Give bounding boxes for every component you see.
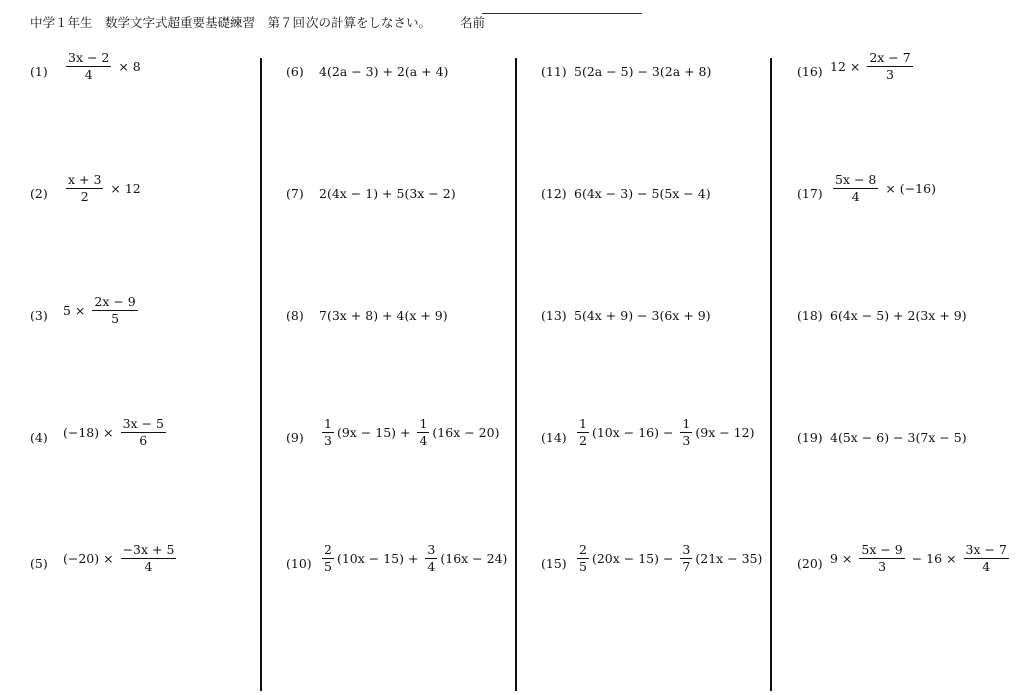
- column-divider: [515, 58, 517, 691]
- problem-number: (7): [286, 186, 304, 201]
- problem-number: (13): [541, 308, 567, 323]
- problem-expression: [319, 543, 507, 575]
- fraction-denominator: 3: [878, 559, 887, 575]
- fraction: [66, 51, 111, 83]
- expression-text: (20x − 15) −: [591, 551, 678, 567]
- problem-expression: [319, 186, 456, 201]
- fraction-numerator: 5x − 9: [859, 543, 904, 559]
- problem-number: (11): [541, 64, 567, 79]
- fraction-denominator: 4: [144, 559, 153, 575]
- expression-text: 6(4x − 5) + 2(3x + 9): [830, 308, 967, 323]
- fraction-denominator: 5: [579, 559, 587, 575]
- problem-expression: [574, 417, 754, 449]
- problem-expression: [63, 295, 141, 327]
- problem-expression: [319, 64, 448, 79]
- worksheet-header: [30, 13, 990, 33]
- expression-text: (16x − 24): [440, 551, 508, 567]
- problem-number: (8): [286, 308, 304, 323]
- fraction: [425, 543, 437, 575]
- problem-expression: [63, 51, 141, 83]
- problem-expression: [319, 417, 499, 449]
- expression-text: 5 ×: [63, 303, 90, 319]
- fraction-denominator: 6: [139, 433, 148, 449]
- fraction: [92, 295, 137, 327]
- problem-number: (2): [30, 186, 48, 201]
- fraction-numerator: 2x − 7: [867, 51, 912, 67]
- problem-number: (17): [797, 186, 823, 201]
- fraction: [322, 543, 334, 575]
- expression-text: (9x − 12): [695, 425, 755, 441]
- fraction: [66, 173, 103, 205]
- problem-expression: [574, 186, 711, 201]
- fraction-numerator: 1: [680, 417, 692, 433]
- expression-text: × (−16): [881, 181, 936, 197]
- problem-number: (10): [286, 556, 312, 571]
- problem-number: (19): [797, 430, 823, 445]
- expression-text: (−20) ×: [63, 551, 118, 567]
- problem-number: (15): [541, 556, 567, 571]
- problem-number: (6): [286, 64, 304, 79]
- fraction-denominator: 2: [80, 189, 89, 205]
- fraction-numerator: x + 3: [66, 173, 103, 189]
- expression-text: (10x − 15) +: [336, 551, 423, 567]
- fraction: [680, 543, 692, 575]
- fraction-numerator: 1: [577, 417, 589, 433]
- expression-text: × 12: [106, 181, 141, 197]
- fraction-numerator: 1: [322, 417, 334, 433]
- problem-number: (1): [30, 64, 48, 79]
- fraction-numerator: 3x − 5: [121, 417, 166, 433]
- fraction-denominator: 2: [579, 433, 587, 449]
- fraction-denominator: 4: [851, 189, 860, 205]
- fraction-denominator: 5: [324, 559, 332, 575]
- fraction: [859, 543, 904, 575]
- problem-number: (12): [541, 186, 567, 201]
- problem-expression: [830, 308, 967, 323]
- problem-expression: [830, 51, 916, 83]
- fraction-denominator: 4: [427, 559, 436, 575]
- fraction: [121, 543, 177, 575]
- problem-expression: [574, 308, 711, 323]
- problem-expression: [319, 308, 448, 323]
- fraction: [680, 417, 692, 449]
- fraction-numerator: 3: [680, 543, 692, 559]
- expression-text: 5(2a − 5) − 3(2a + 8): [574, 64, 712, 79]
- instruction-text: 次の計算をしなさい。: [306, 15, 432, 30]
- expression-text: (10x − 16) −: [591, 425, 678, 441]
- problem-expression: [574, 543, 762, 575]
- problem-number: (16): [797, 64, 823, 79]
- fraction: [121, 417, 166, 449]
- problem-number: (14): [541, 430, 567, 445]
- fraction-denominator: 3: [886, 67, 894, 83]
- problem-number: (3): [30, 308, 48, 323]
- fraction-denominator: 5: [111, 311, 120, 327]
- expression-text: 2(4x − 1) + 5(3x − 2): [319, 186, 456, 201]
- fraction-numerator: −3x + 5: [121, 543, 177, 559]
- fraction-numerator: 3: [425, 543, 437, 559]
- expression-text: 4(5x − 6) − 3(7x − 5): [830, 430, 967, 445]
- expression-text: 7(3x + 8) + 4(x + 9): [319, 308, 448, 323]
- fraction-denominator: 4: [84, 67, 93, 83]
- expression-text: 6(4x − 3) − 5(5x − 4): [574, 186, 711, 201]
- fraction-numerator: 3x − 2: [66, 51, 111, 67]
- fraction: [577, 417, 589, 449]
- fraction: [417, 417, 429, 449]
- column-divider: [770, 58, 772, 691]
- fraction-denominator: 3: [324, 433, 332, 449]
- problem-number: (4): [30, 430, 48, 445]
- fraction: [577, 543, 589, 575]
- problem-number: (20): [797, 556, 823, 571]
- fraction-denominator: 3: [682, 433, 691, 449]
- problem-expression: [830, 173, 936, 205]
- problem-number: (5): [30, 556, 48, 571]
- fraction: [322, 417, 334, 449]
- expression-text: (−18) ×: [63, 425, 118, 441]
- fraction-numerator: 2: [322, 543, 334, 559]
- expression-text: 12 ×: [830, 59, 865, 75]
- problem-expression: [63, 173, 141, 205]
- expression-text: × 8: [114, 59, 141, 75]
- fraction-numerator: 5x − 8: [833, 173, 878, 189]
- problem-expression: [63, 543, 179, 575]
- expression-text: 4(2a − 3) + 2(a + 4): [319, 64, 449, 79]
- fraction-numerator: 3x − 7: [964, 543, 1009, 559]
- fraction-denominator: 4: [982, 559, 991, 575]
- fraction-denominator: 7: [682, 559, 691, 575]
- name-label: 名前: [460, 15, 486, 30]
- fraction: [867, 51, 912, 83]
- name-field-line[interactable]: [482, 13, 642, 14]
- expression-text: 5(4x + 9) − 3(6x + 9): [574, 308, 711, 323]
- fraction-numerator: 2: [577, 543, 589, 559]
- problem-expression: [574, 64, 711, 79]
- problem-number: (18): [797, 308, 823, 323]
- expression-text: (9x − 15) +: [336, 425, 415, 441]
- fraction-numerator: 2x − 9: [92, 295, 137, 311]
- problem-expression: [830, 543, 1012, 575]
- expression-text: − 16 ×: [907, 551, 961, 567]
- worksheet-title: 中学１年生 数学文字式超重要基礎練習 第７回: [30, 15, 306, 30]
- fraction-numerator: 1: [417, 417, 429, 433]
- fraction-denominator: 4: [419, 433, 428, 449]
- problem-number: (9): [286, 430, 304, 445]
- expression-text: (21x − 35): [695, 551, 763, 567]
- expression-text: 9 ×: [830, 551, 857, 567]
- problem-expression: [830, 430, 967, 445]
- problem-expression: [63, 417, 169, 449]
- fraction: [833, 173, 878, 205]
- fraction: [964, 543, 1009, 575]
- column-divider: [260, 58, 262, 691]
- expression-text: (16x − 20): [432, 425, 500, 441]
